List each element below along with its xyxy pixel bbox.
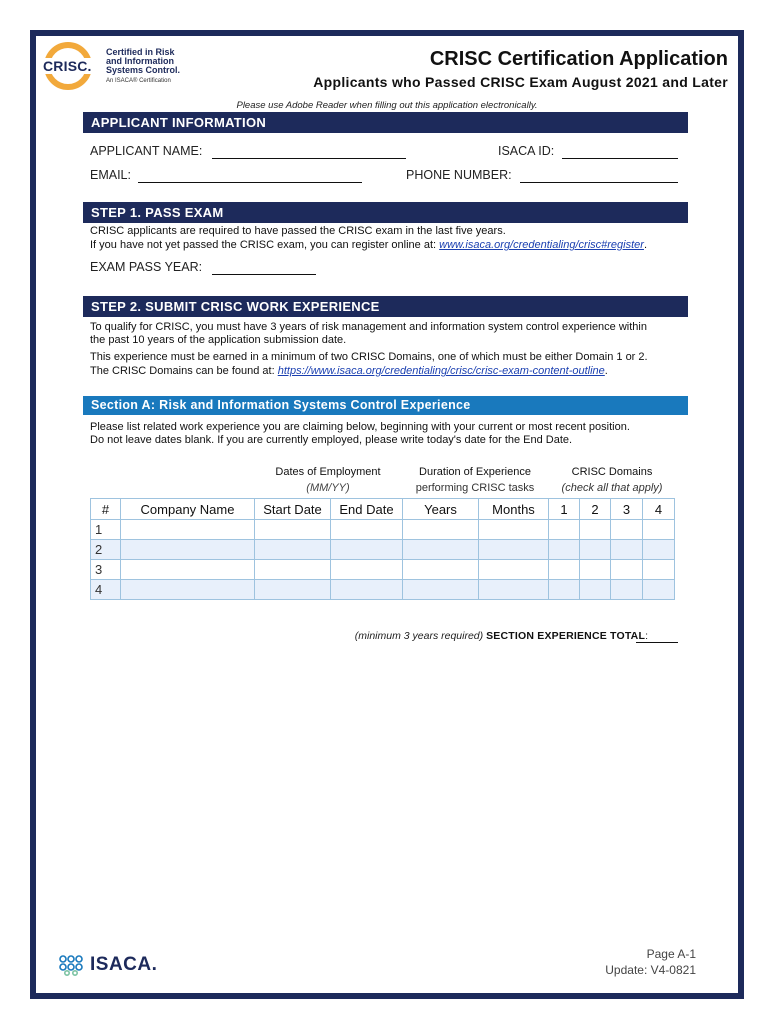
step2-line3: This experience must be earned in a minimum of two CRISC Domains, one of which must be either Domain 1 or 2. (90, 351, 648, 363)
phone-label: PHONE NUMBER: (406, 168, 512, 182)
crisc-logo-text: CRISC. (43, 58, 92, 74)
step2-line2: the past 10 years of the application submission date. (90, 334, 347, 346)
row-number: 1 (91, 520, 121, 540)
col-start-date: Start Date (255, 499, 331, 520)
duration-group-sub: performing CRISC tasks (415, 482, 535, 494)
duration-group-label: Duration of Experience (419, 466, 531, 478)
col-years: Years (403, 499, 479, 520)
col-domain-4: 4 (643, 499, 675, 520)
phone-field[interactable] (520, 182, 678, 183)
applicant-name-label: APPLICANT NAME: (90, 144, 203, 158)
row-number: 3 (91, 560, 121, 580)
email-label: EMAIL: (90, 168, 131, 182)
years-cell[interactable] (403, 540, 479, 560)
company-name-cell[interactable] (121, 580, 255, 600)
page-frame (30, 30, 744, 999)
months-cell[interactable] (479, 560, 549, 580)
end-date-cell[interactable] (331, 520, 403, 540)
table-header-row (91, 499, 675, 520)
isaca-mark-icon (58, 954, 88, 976)
domain-4-checkbox[interactable] (643, 520, 675, 540)
domain-1-checkbox[interactable] (549, 580, 580, 600)
company-name-cell[interactable] (121, 540, 255, 560)
page-number: Page A-1 (646, 947, 696, 961)
total-note: (minimum 3 years required) (354, 630, 484, 642)
table-row (91, 560, 675, 580)
years-cell[interactable] (403, 580, 479, 600)
experience-table (90, 498, 675, 600)
step2-line1: To qualify for CRISC, you must have 3 years of risk management and information system control experience within (90, 321, 647, 333)
step1-line1: CRISC applicants are required to have passed the CRISC exam in the last five years. (90, 225, 506, 237)
domain-3-checkbox[interactable] (611, 560, 643, 580)
step2-line4: The CRISC Domains can be found at: https://www.isaca.org/credentialing/crisc/crisc-exam-content-outline. (90, 365, 608, 377)
start-date-cell[interactable] (255, 560, 331, 580)
exam-pass-year-field[interactable] (212, 274, 316, 275)
col-number: # (91, 499, 121, 520)
domain-1-checkbox[interactable] (549, 560, 580, 580)
end-date-cell[interactable] (331, 560, 403, 580)
dates-group-label: Dates of Employment (275, 466, 381, 478)
start-date-cell[interactable] (255, 520, 331, 540)
domain-2-checkbox[interactable] (580, 560, 611, 580)
domains-group-sub: (check all that apply) (561, 482, 663, 494)
end-date-cell[interactable] (331, 540, 403, 560)
applicant-name-field[interactable] (212, 158, 406, 159)
table-row (91, 520, 675, 540)
col-domain-2: 2 (580, 499, 611, 520)
company-name-cell[interactable] (121, 560, 255, 580)
section-a-line2: Do not leave dates blank. If you are currently employed, please write today's date for the End Date. (90, 434, 573, 446)
col-company-name: Company Name (121, 499, 255, 520)
col-domain-3: 3 (611, 499, 643, 520)
row-number: 2 (91, 540, 121, 560)
isaca-id-field[interactable] (562, 158, 678, 159)
step1-line2: If you have not yet passed the CRISC exam, you can register online at: www.isaca.org/credentialing/crisc#register. (90, 239, 648, 251)
domain-3-checkbox[interactable] (611, 540, 643, 560)
end-date-cell[interactable] (331, 580, 403, 600)
crisc-logo-tagline: Certified in Risk and Information Systems Control. (106, 47, 181, 75)
isaca-logo-text: ISACA. (90, 954, 158, 975)
isaca-id-label: ISACA ID: (498, 144, 555, 158)
col-domain-1: 1 (549, 499, 580, 520)
table-row (91, 580, 675, 600)
col-months: Months (479, 499, 549, 520)
start-date-cell[interactable] (255, 540, 331, 560)
col-end-date: End Date (331, 499, 403, 520)
months-cell[interactable] (479, 580, 549, 600)
register-link[interactable]: www.isaca.org/credentialing/crisc#register (439, 239, 644, 251)
domain-2-checkbox[interactable] (580, 540, 611, 560)
months-cell[interactable] (479, 520, 549, 540)
domain-2-checkbox[interactable] (580, 520, 611, 540)
page-footer-info (605, 946, 696, 978)
crisc-logo-sub: An ISACA® Certification (106, 78, 171, 84)
exam-pass-year-label: EXAM PASS YEAR: (90, 260, 203, 274)
start-date-cell[interactable] (255, 580, 331, 600)
page-subtitle: Applicants who Passed CRISC Exam August 2021 and Later (313, 74, 728, 90)
domain-4-checkbox[interactable] (643, 580, 675, 600)
domain-2-checkbox[interactable] (580, 580, 611, 600)
domain-4-checkbox[interactable] (643, 540, 675, 560)
section-total-row: (minimum 3 years required) SECTION EXPERIENCE TOTAL: (354, 630, 648, 642)
years-cell[interactable] (403, 560, 479, 580)
domain-1-checkbox[interactable] (549, 520, 580, 540)
section-a-line1: Please list related work experience you are claiming below, beginning with your current or most recent position. (90, 421, 630, 433)
domain-3-checkbox[interactable] (611, 580, 643, 600)
applicant-info-heading: APPLICANT INFORMATION (83, 112, 688, 133)
adobe-note: Please use Adobe Reader when filling out this application electronically. (236, 100, 538, 111)
step1-heading: STEP 1. PASS EXAM (83, 202, 688, 223)
step2-heading: STEP 2. SUBMIT CRISC WORK EXPERIENCE (83, 296, 688, 317)
table-row (91, 540, 675, 560)
section-total-field[interactable] (636, 642, 678, 643)
domain-1-checkbox[interactable] (549, 540, 580, 560)
domain-3-checkbox[interactable] (611, 520, 643, 540)
section-a-heading: Section A: Risk and Information Systems Control Experience (83, 396, 688, 415)
domains-link[interactable]: https://www.isaca.org/credentialing/crisc/crisc-exam-content-outline (277, 365, 605, 377)
row-number: 4 (91, 580, 121, 600)
months-cell[interactable] (479, 540, 549, 560)
domain-4-checkbox[interactable] (643, 560, 675, 580)
update-version: Update: V4-0821 (605, 963, 696, 977)
dates-group-sub: (MM/YY) (306, 482, 350, 494)
total-label: SECTION EXPERIENCE TOTAL (486, 630, 646, 642)
company-name-cell[interactable] (121, 520, 255, 540)
email-field[interactable] (138, 182, 362, 183)
page-title: CRISC Certification Application (429, 48, 728, 70)
domains-group-label: CRISC Domains (571, 466, 653, 478)
years-cell[interactable] (403, 520, 479, 540)
